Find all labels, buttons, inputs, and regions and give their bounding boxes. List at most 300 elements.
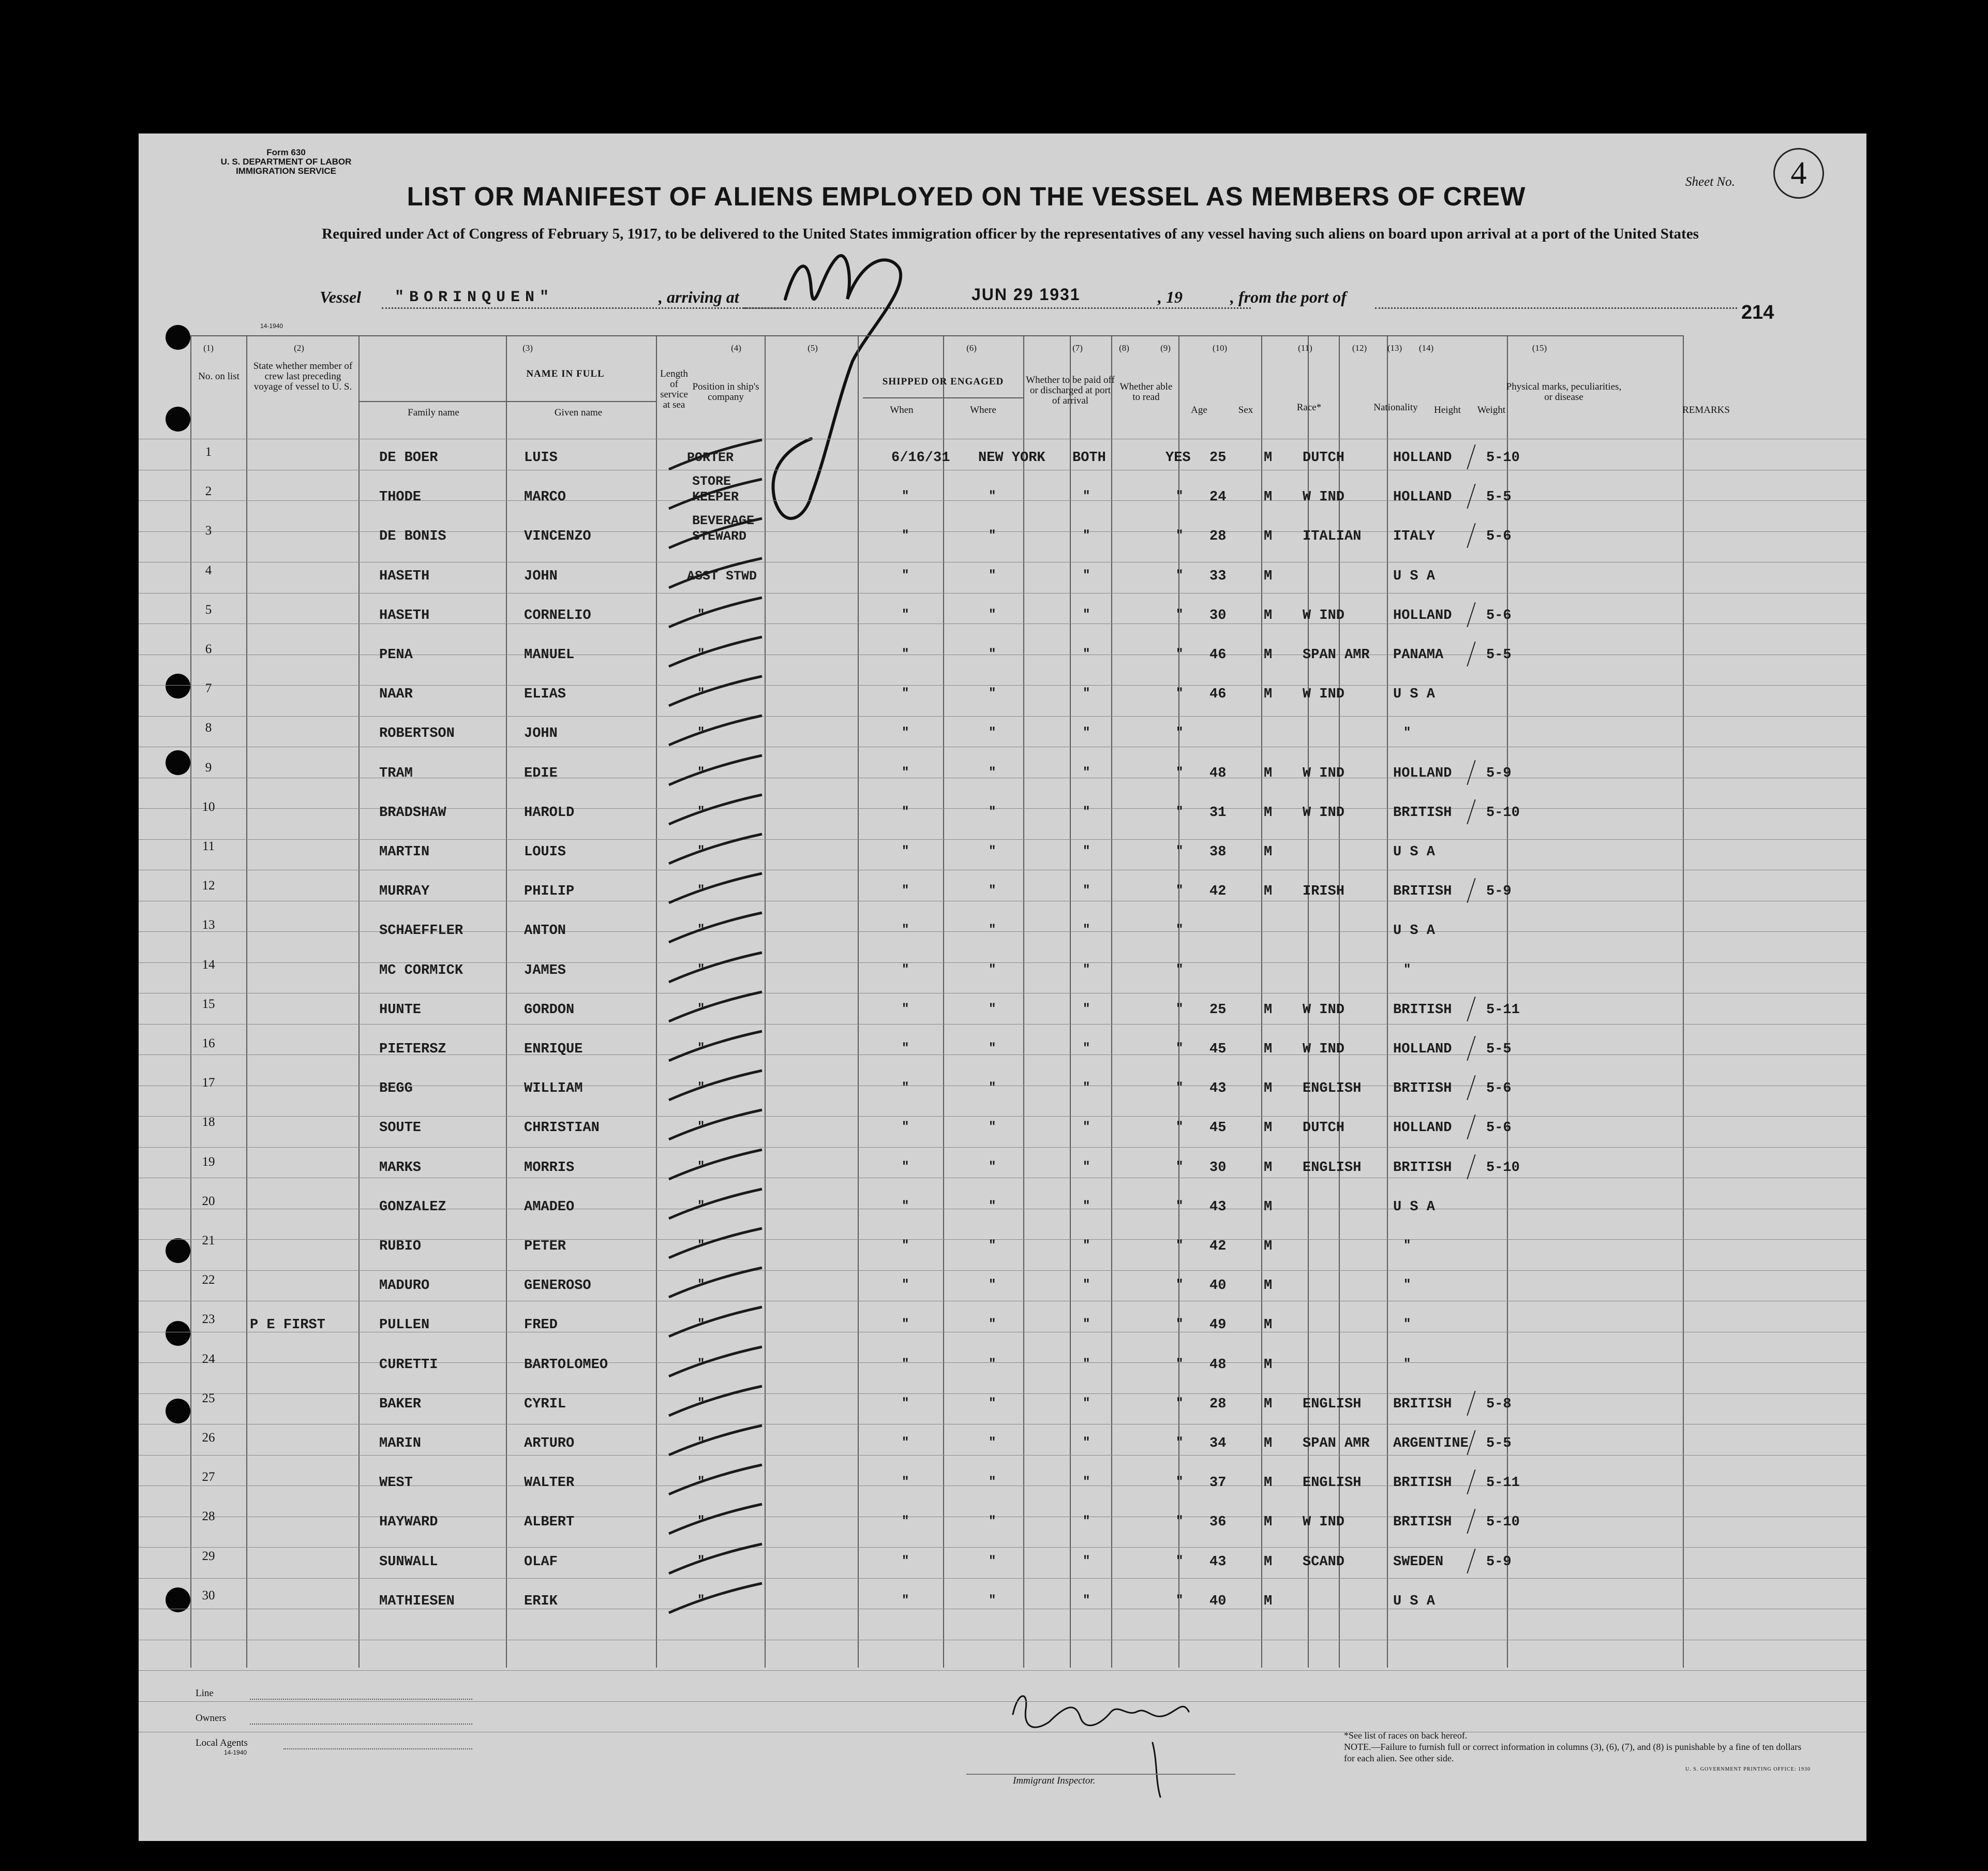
local-agents-label: Local Agents bbox=[196, 1738, 248, 1748]
shipped-where: " bbox=[989, 568, 996, 583]
paid-off: " bbox=[1083, 1475, 1090, 1490]
service-length-mark bbox=[664, 634, 767, 671]
position: " bbox=[697, 1042, 705, 1056]
service-length-mark bbox=[664, 674, 767, 710]
sex: M bbox=[1264, 1357, 1273, 1373]
nationality: HOLLAND bbox=[1393, 1042, 1452, 1057]
paid-off: " bbox=[1083, 647, 1090, 661]
shipped-when: " bbox=[902, 923, 909, 938]
column-header-c6: SHIPPED OR ENGAGED bbox=[882, 376, 1004, 387]
position: " bbox=[697, 765, 705, 780]
column-number: (3) bbox=[522, 343, 533, 353]
family-name: SCHAEFFLER bbox=[379, 923, 464, 939]
nationality: " bbox=[1403, 726, 1411, 740]
given-name: LUIS bbox=[524, 450, 558, 466]
family-name: BAKER bbox=[379, 1396, 422, 1412]
column-number: (14) bbox=[1418, 343, 1434, 353]
family-name: SUNWALL bbox=[379, 1554, 438, 1570]
nationality: " bbox=[1403, 1278, 1411, 1293]
age: 31 bbox=[1209, 805, 1227, 821]
height: 5-5 bbox=[1486, 1436, 1512, 1451]
service-length-mark bbox=[664, 989, 767, 1026]
shipped-when: " bbox=[902, 1081, 909, 1095]
service-length-mark bbox=[664, 792, 767, 828]
sex: M bbox=[1264, 805, 1273, 821]
race: ENGLISH bbox=[1303, 1475, 1362, 1491]
sex: M bbox=[1264, 1239, 1273, 1254]
shipped-where: " bbox=[989, 1436, 996, 1450]
service-length-mark bbox=[664, 753, 767, 789]
position: " bbox=[697, 1199, 705, 1213]
race: W IND bbox=[1303, 607, 1345, 623]
shipped-when: " bbox=[902, 1042, 909, 1056]
shipped-when: " bbox=[902, 647, 909, 661]
height: 5-5 bbox=[1486, 1042, 1512, 1057]
column-number: (10) bbox=[1212, 343, 1228, 353]
position: " bbox=[697, 884, 705, 898]
family-name: MADURO bbox=[379, 1278, 430, 1294]
sex: M bbox=[1264, 765, 1273, 781]
paid-off: " bbox=[1083, 1002, 1090, 1016]
height: 5-6 bbox=[1486, 1120, 1512, 1136]
family-name: BEGG bbox=[379, 1081, 413, 1097]
shipped-where: " bbox=[989, 1199, 996, 1213]
sex: M bbox=[1264, 844, 1273, 860]
service-length-mark bbox=[664, 1226, 767, 1262]
row-number: 27 bbox=[202, 1470, 215, 1484]
able-to-read: " bbox=[1176, 1554, 1184, 1568]
given-name: MORRIS bbox=[524, 1160, 575, 1176]
row-number: 29 bbox=[202, 1549, 215, 1563]
position: ASST STWD bbox=[687, 568, 757, 584]
shipped-where: " bbox=[989, 923, 996, 938]
family-name: MARKS bbox=[379, 1160, 422, 1176]
nationality: BRITISH bbox=[1393, 884, 1452, 900]
sex: M bbox=[1264, 1396, 1273, 1412]
nationality: PANAMA bbox=[1393, 647, 1444, 663]
service-length-mark bbox=[664, 477, 767, 513]
position: " bbox=[697, 1002, 705, 1016]
sex: M bbox=[1264, 647, 1273, 663]
able-to-read: " bbox=[1176, 1593, 1184, 1608]
sex: M bbox=[1264, 1436, 1273, 1451]
given-name: PHILIP bbox=[524, 884, 575, 900]
sex: M bbox=[1264, 568, 1273, 584]
position: " bbox=[697, 647, 705, 661]
given-name: FRED bbox=[524, 1317, 558, 1333]
column-header-c13: Height bbox=[1434, 405, 1461, 415]
sex: M bbox=[1264, 529, 1273, 545]
shipped-where: " bbox=[989, 1396, 996, 1410]
column-header-c9: Age bbox=[1191, 405, 1207, 415]
row-number: 11 bbox=[202, 839, 215, 853]
family-name: DE BONIS bbox=[379, 529, 446, 545]
department-name: U. S. DEPARTMENT OF LABOR bbox=[220, 157, 352, 167]
shipped-where: " bbox=[989, 1042, 996, 1056]
shipped-where: " bbox=[989, 1081, 996, 1095]
given-name: OLAF bbox=[524, 1554, 558, 1570]
row-number: 5 bbox=[205, 602, 212, 617]
nationality: " bbox=[1403, 962, 1411, 977]
age: 49 bbox=[1209, 1317, 1227, 1333]
service-length-mark bbox=[664, 1423, 767, 1459]
age: 43 bbox=[1209, 1199, 1227, 1215]
height: 5-8 bbox=[1486, 1396, 1512, 1412]
printing-office-note: U. S. GOVERNMENT PRINTING OFFICE: 1930 bbox=[1685, 1766, 1811, 1772]
height: 5-5 bbox=[1486, 647, 1512, 663]
given-name: EDIE bbox=[524, 765, 558, 781]
family-name: HAYWARD bbox=[379, 1514, 438, 1531]
row-number: 21 bbox=[202, 1234, 215, 1248]
row-number: 3 bbox=[205, 524, 212, 538]
from-port-label: , from the port of bbox=[1230, 288, 1347, 306]
sex: M bbox=[1264, 1514, 1273, 1531]
age: 28 bbox=[1209, 529, 1227, 545]
position: " bbox=[697, 962, 705, 977]
paid-off: " bbox=[1083, 529, 1090, 543]
nationality: BRITISH bbox=[1393, 1514, 1452, 1531]
paid-off: " bbox=[1083, 1160, 1090, 1174]
row-number: 23 bbox=[202, 1312, 215, 1327]
position: PORTER bbox=[687, 450, 734, 465]
given-name: LOUIS bbox=[524, 844, 566, 860]
sex: M bbox=[1264, 1317, 1273, 1333]
position: " bbox=[697, 726, 705, 740]
sheet-number: 4 bbox=[1773, 148, 1824, 199]
service-length-mark bbox=[664, 1147, 767, 1183]
shipped-when: " bbox=[902, 844, 909, 858]
height: 5-10 bbox=[1486, 1514, 1520, 1531]
nationality: " bbox=[1403, 1317, 1411, 1332]
page-title: LIST OR MANIFEST OF ALIENS EMPLOYED ON THE VESSEL AS MEMBERS OF CREW bbox=[407, 182, 1526, 211]
shipped-when: " bbox=[902, 1239, 909, 1253]
age: 45 bbox=[1209, 1042, 1227, 1057]
shipped-when: " bbox=[902, 1514, 909, 1529]
page-number: 214 bbox=[1741, 302, 1774, 323]
row-number: 8 bbox=[205, 721, 212, 735]
age: 34 bbox=[1209, 1436, 1227, 1451]
position: " bbox=[697, 1317, 705, 1332]
shipped-where: " bbox=[989, 1554, 996, 1568]
shipped-when: " bbox=[902, 1554, 909, 1568]
given-name: JAMES bbox=[524, 962, 566, 978]
given-name: VINCENZO bbox=[524, 529, 591, 545]
service-length-mark bbox=[664, 1107, 767, 1144]
row-number: 12 bbox=[202, 879, 215, 893]
race: IRISH bbox=[1303, 884, 1345, 900]
able-to-read: " bbox=[1176, 1160, 1184, 1174]
shipped-where: " bbox=[989, 1514, 996, 1529]
service-length-mark bbox=[664, 910, 767, 946]
paid-off: " bbox=[1083, 1120, 1090, 1135]
position: " bbox=[697, 844, 705, 858]
shipped-where: " bbox=[989, 1160, 996, 1174]
race: ITALIAN bbox=[1303, 529, 1362, 545]
service-length-mark bbox=[664, 1265, 767, 1301]
column-number: (9) bbox=[1160, 343, 1171, 353]
age: 43 bbox=[1209, 1554, 1227, 1570]
able-to-read: " bbox=[1176, 844, 1184, 858]
able-to-read: " bbox=[1176, 1514, 1184, 1529]
service-length-mark bbox=[664, 1384, 767, 1420]
sex: M bbox=[1264, 1042, 1273, 1057]
given-name: AMADEO bbox=[524, 1199, 575, 1215]
paid-off: " bbox=[1083, 726, 1090, 740]
manifest-sheet bbox=[139, 133, 1866, 1841]
column-header-c2: State whether member of crew last preceding voyage of vessel to U. S. bbox=[253, 361, 353, 392]
shipped-where: " bbox=[989, 1002, 996, 1016]
shipped-when: " bbox=[902, 607, 909, 622]
column-number: (5) bbox=[808, 343, 818, 353]
nationality: HOLLAND bbox=[1393, 450, 1452, 466]
race: W IND bbox=[1303, 1514, 1345, 1531]
nationality: BRITISH bbox=[1393, 1081, 1452, 1097]
family-name: CURETTI bbox=[379, 1357, 438, 1373]
race: ENGLISH bbox=[1303, 1160, 1362, 1176]
age: 40 bbox=[1209, 1593, 1227, 1609]
row-number: 30 bbox=[202, 1588, 215, 1602]
shipped-when: " bbox=[902, 529, 909, 543]
race: SPAN AMR bbox=[1303, 1436, 1370, 1451]
sex: M bbox=[1264, 687, 1273, 703]
row-number: 19 bbox=[202, 1154, 215, 1169]
column-header-c8: Whether able to read bbox=[1119, 381, 1173, 403]
line-label: Line bbox=[196, 1688, 214, 1699]
owners-label: Owners bbox=[196, 1713, 227, 1724]
given-name: ELIAS bbox=[524, 687, 566, 703]
given-name: HAROLD bbox=[524, 805, 575, 821]
row-number: 24 bbox=[202, 1352, 215, 1366]
shipped-where: " bbox=[989, 489, 996, 504]
penalty-note: NOTE.—Failure to furnish full or correct information in columns (3), (6), (7), and (8) is punishable by a fine of ten dollars for each alien. See other side. bbox=[1344, 1742, 1802, 1763]
shipped-when: " bbox=[902, 1436, 909, 1450]
position: " bbox=[697, 1081, 705, 1095]
position: " bbox=[697, 1357, 705, 1371]
race: W IND bbox=[1303, 1042, 1345, 1057]
able-to-read: " bbox=[1176, 1278, 1184, 1293]
family-name: MARTIN bbox=[379, 844, 430, 860]
service-length-mark bbox=[664, 1029, 767, 1065]
given-name: BARTOLOMEO bbox=[524, 1357, 608, 1373]
nationality: BRITISH bbox=[1393, 1002, 1452, 1018]
able-to-read: " bbox=[1176, 1317, 1184, 1332]
column-header-c10: Sex bbox=[1238, 405, 1253, 415]
position: " bbox=[697, 687, 705, 701]
paid-off: " bbox=[1083, 1239, 1090, 1253]
able-to-read: " bbox=[1176, 1357, 1184, 1371]
shipped-when: " bbox=[902, 1357, 909, 1371]
able-to-read: " bbox=[1176, 687, 1184, 701]
shipped-where: " bbox=[989, 962, 996, 977]
age: 46 bbox=[1209, 687, 1227, 703]
given-name: JOHN bbox=[524, 568, 558, 584]
race: SPAN AMR bbox=[1303, 647, 1370, 663]
able-to-read: " bbox=[1176, 568, 1184, 583]
given-name: WALTER bbox=[524, 1475, 575, 1491]
shipped-where: NEW YORK bbox=[978, 450, 1045, 466]
family-name: THODE bbox=[379, 489, 422, 506]
able-to-read: " bbox=[1176, 765, 1184, 780]
age: 40 bbox=[1209, 1278, 1227, 1294]
paid-off: " bbox=[1083, 1278, 1090, 1293]
paid-off: " bbox=[1083, 1593, 1090, 1608]
race: ENGLISH bbox=[1303, 1396, 1362, 1412]
family-name: PULLEN bbox=[379, 1317, 430, 1333]
able-to-read: " bbox=[1176, 607, 1184, 622]
shipped-when: " bbox=[902, 805, 909, 819]
sex: M bbox=[1264, 1002, 1273, 1018]
row-number: 26 bbox=[202, 1431, 215, 1445]
vessel-label: Vessel bbox=[320, 288, 361, 306]
column-number: (8) bbox=[1119, 343, 1129, 353]
service-length-mark bbox=[664, 556, 767, 592]
age: 25 bbox=[1209, 1002, 1227, 1018]
shipped-when: " bbox=[902, 1199, 909, 1213]
column-header-c6a: When bbox=[890, 405, 914, 415]
race: DUTCH bbox=[1303, 450, 1345, 466]
given-name: ARTURO bbox=[524, 1436, 575, 1451]
able-to-read: " bbox=[1176, 805, 1184, 819]
age: 36 bbox=[1209, 1514, 1227, 1531]
sex: M bbox=[1264, 1554, 1273, 1570]
shipped-when: " bbox=[902, 884, 909, 898]
family-name: HASETH bbox=[379, 568, 430, 584]
shipped-where: " bbox=[989, 1317, 996, 1332]
race: DUTCH bbox=[1303, 1120, 1345, 1136]
height: 5-9 bbox=[1486, 765, 1512, 781]
column-header-c3: NAME IN FULL bbox=[526, 368, 605, 379]
position: " bbox=[697, 1436, 705, 1450]
height: 5-11 bbox=[1486, 1002, 1520, 1018]
height: 5-9 bbox=[1486, 884, 1512, 900]
able-to-read: " bbox=[1176, 726, 1184, 740]
age: 45 bbox=[1209, 1120, 1227, 1136]
paid-off: " bbox=[1083, 1514, 1090, 1529]
race: W IND bbox=[1303, 687, 1345, 703]
year-label: , 19 bbox=[1158, 288, 1183, 306]
column-header-c4: Length of service at sea bbox=[660, 368, 688, 410]
shipped-where: " bbox=[989, 1475, 996, 1490]
column-header-c3b: Given name bbox=[554, 407, 603, 418]
age: 30 bbox=[1209, 1160, 1227, 1176]
height: 5-6 bbox=[1486, 607, 1512, 623]
row-number: 20 bbox=[202, 1194, 215, 1208]
age: 46 bbox=[1209, 647, 1227, 663]
shipped-where: " bbox=[989, 726, 996, 740]
service-length-mark bbox=[664, 831, 767, 868]
arriving-label: , arriving at bbox=[659, 288, 739, 306]
shipped-where: " bbox=[989, 1278, 996, 1293]
row-number: 18 bbox=[202, 1115, 215, 1130]
given-name: ANTON bbox=[524, 923, 566, 939]
given-name: GENEROSO bbox=[524, 1278, 591, 1294]
paid-off: " bbox=[1083, 884, 1090, 898]
race: W IND bbox=[1303, 805, 1345, 821]
paid-off: BOTH bbox=[1072, 450, 1106, 466]
paid-off: " bbox=[1083, 765, 1090, 780]
age: 43 bbox=[1209, 1081, 1227, 1097]
shipped-when: " bbox=[902, 1475, 909, 1490]
given-name: CHRISTIAN bbox=[524, 1120, 600, 1136]
service-length-mark bbox=[664, 1541, 767, 1578]
family-name: MATHIESEN bbox=[379, 1593, 455, 1609]
shipped-when: " bbox=[902, 1002, 909, 1016]
row-number: 4 bbox=[205, 563, 212, 577]
shipped-where: " bbox=[989, 1120, 996, 1135]
able-to-read: " bbox=[1176, 1396, 1184, 1410]
nationality: U S A bbox=[1393, 687, 1436, 703]
able-to-read: " bbox=[1176, 1042, 1184, 1056]
age: 25 bbox=[1209, 450, 1227, 466]
family-name: MURRAY bbox=[379, 884, 430, 900]
family-name: SOUTE bbox=[379, 1120, 422, 1136]
column-header-c1: No. on list bbox=[198, 371, 240, 382]
column-number: (13) bbox=[1387, 343, 1402, 353]
nationality: " bbox=[1403, 1239, 1411, 1253]
column-number: (4) bbox=[731, 343, 741, 353]
paid-off: " bbox=[1083, 1436, 1090, 1450]
family-name: MC CORMICK bbox=[379, 962, 464, 978]
height: 5-10 bbox=[1486, 805, 1520, 821]
able-to-read: " bbox=[1176, 1239, 1184, 1253]
able-to-read: " bbox=[1176, 489, 1184, 504]
form-number: Form 630 bbox=[266, 147, 306, 157]
sex: M bbox=[1264, 1593, 1273, 1609]
given-name: MANUEL bbox=[524, 647, 575, 663]
column-number: (1) bbox=[203, 343, 214, 353]
column-number: (11) bbox=[1298, 343, 1312, 353]
able-to-read: " bbox=[1176, 884, 1184, 898]
position: " bbox=[697, 1514, 705, 1529]
service-length-mark bbox=[664, 871, 767, 907]
row-number: 16 bbox=[202, 1036, 215, 1050]
paid-off: " bbox=[1083, 1396, 1090, 1410]
able-to-read: " bbox=[1176, 1475, 1184, 1490]
shipped-where: " bbox=[989, 607, 996, 622]
position: " bbox=[697, 805, 705, 819]
height: 5-5 bbox=[1486, 489, 1512, 506]
shipped-when: " bbox=[902, 1317, 909, 1332]
agents-stamp-code: 14-1940 bbox=[224, 1749, 247, 1756]
shipped-where: " bbox=[989, 647, 996, 661]
nationality: U S A bbox=[1393, 844, 1436, 860]
age: 42 bbox=[1209, 884, 1227, 900]
age: 28 bbox=[1209, 1396, 1227, 1412]
shipped-where: " bbox=[989, 844, 996, 858]
column-header-c11: Race* bbox=[1296, 402, 1322, 413]
column-header-c16: REMARKS bbox=[1682, 405, 1730, 415]
family-name: HASETH bbox=[379, 607, 430, 623]
column-number: (12) bbox=[1352, 343, 1367, 353]
able-to-read: " bbox=[1176, 962, 1184, 977]
row-number: 14 bbox=[202, 957, 215, 972]
service-length-mark bbox=[664, 1304, 767, 1341]
nationality: U S A bbox=[1393, 923, 1436, 939]
able-to-read: " bbox=[1176, 1120, 1184, 1135]
sex: M bbox=[1264, 1160, 1273, 1176]
height: 5-6 bbox=[1486, 529, 1512, 545]
able-to-read: " bbox=[1176, 1436, 1184, 1450]
paid-off: " bbox=[1083, 923, 1090, 938]
position: BEVERAGE STEWARD bbox=[692, 513, 755, 544]
nationality: HOLLAND bbox=[1393, 1120, 1452, 1136]
given-name: CORNELIO bbox=[524, 607, 591, 623]
paid-off: " bbox=[1083, 844, 1090, 858]
sex: M bbox=[1264, 1120, 1273, 1136]
shipped-when: " bbox=[902, 765, 909, 780]
shipped-when: " bbox=[902, 489, 909, 504]
given-name: JOHN bbox=[524, 726, 558, 742]
